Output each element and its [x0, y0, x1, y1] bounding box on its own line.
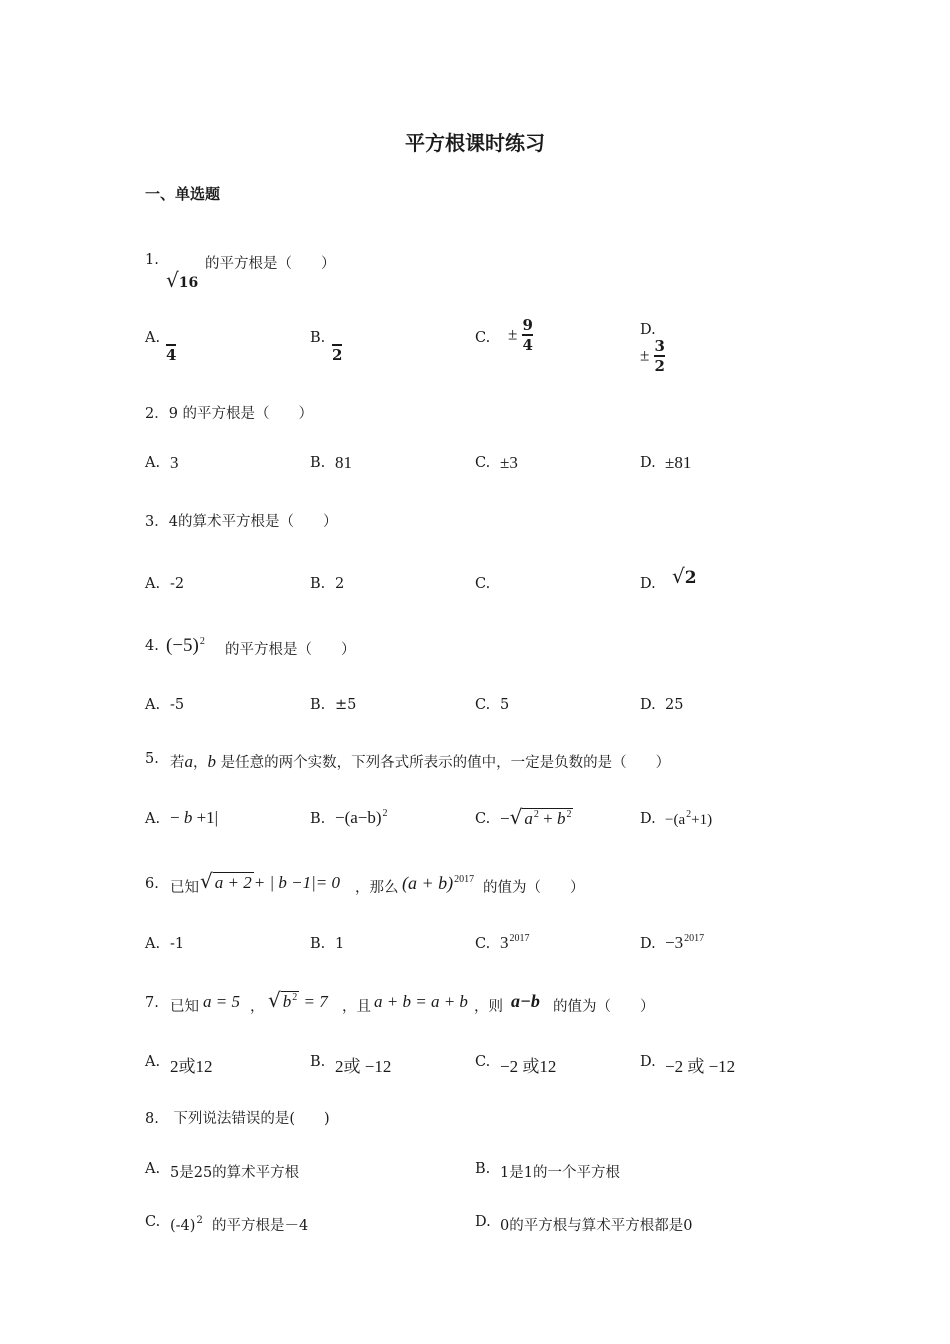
- option-d-label: D.: [640, 322, 656, 338]
- option-b-value: ±5: [335, 697, 357, 713]
- option-d-label: D.: [475, 1214, 491, 1230]
- option-a-value: -2: [170, 576, 185, 592]
- numerator: 9: [522, 316, 533, 334]
- option-a-label: A.: [145, 576, 161, 592]
- expr-part: +1): [691, 812, 713, 828]
- option-d-fraction: [640, 338, 665, 374]
- option-b-label: B.: [310, 1054, 326, 1070]
- option-a-value: -1: [170, 936, 185, 952]
- sqrt-expression: [166, 268, 198, 292]
- base: 3: [500, 933, 509, 952]
- option-b-value: 1是1的一个平方根: [500, 1165, 620, 1181]
- option-c-label: C.: [475, 697, 491, 713]
- expr-part: −(a−b): [335, 808, 382, 827]
- radicand: 16: [178, 275, 199, 291]
- option-c-value: [500, 933, 530, 953]
- question-number: 5.: [145, 751, 159, 767]
- question-stem: 的平方根是（ ）: [225, 642, 356, 658]
- stem-text: 已知: [170, 880, 199, 896]
- denominator: 4: [166, 345, 177, 364]
- denominator: 4: [522, 336, 533, 354]
- exponent: 2017: [454, 874, 475, 885]
- section-heading: 一、单选题: [145, 185, 221, 203]
- option-c-label: C.: [475, 576, 491, 592]
- power-expression: [166, 635, 205, 657]
- condition-expression: [200, 869, 340, 893]
- expr-part: −: [170, 808, 180, 827]
- expr-part: +1|: [196, 808, 219, 827]
- base: −3: [665, 933, 684, 952]
- option-a-label: A.: [145, 1054, 161, 1070]
- option-d-label: D.: [640, 576, 656, 592]
- exponent: 2: [382, 808, 388, 819]
- option-c-value: −2 或12: [500, 1057, 557, 1076]
- question-number: 4.: [145, 638, 159, 654]
- option-a-value: 3: [170, 453, 179, 472]
- exponent: 2: [686, 809, 692, 820]
- radical-sign-icon: √: [200, 869, 213, 893]
- option-b-value: 1: [335, 936, 345, 952]
- option-b-value: 81: [335, 453, 352, 472]
- option-c-value: 5: [500, 697, 510, 713]
- numerator: 3: [654, 337, 665, 355]
- expression-equality: a + b = a + b: [374, 992, 468, 1011]
- option-d-value: ±81: [665, 453, 692, 472]
- denominator: 2: [332, 345, 343, 364]
- question-number: 7.: [145, 995, 159, 1011]
- question-stem: [170, 751, 670, 772]
- plus-minus: ±: [640, 345, 650, 365]
- option-b-value: 2: [335, 576, 345, 592]
- option-a-value: 2或12: [170, 1057, 213, 1076]
- option-c-label: C.: [475, 455, 491, 471]
- option-d-label: D.: [640, 455, 656, 471]
- option-d-label: D.: [640, 697, 656, 713]
- option-a-expression: [170, 808, 218, 828]
- stem-text: ，那么: [355, 880, 399, 896]
- expression-a: a = 5: [203, 992, 240, 1011]
- option-a-label: A.: [145, 1161, 161, 1177]
- option-d-expression: [665, 809, 712, 829]
- exponent: 2: [292, 992, 298, 1003]
- base: (a + b): [402, 873, 454, 893]
- option-d-label: D.: [640, 936, 656, 952]
- base: (-4): [170, 1218, 196, 1234]
- question-stem: 8. 下列说法错误的是( ): [145, 1111, 330, 1127]
- variable-a: a: [184, 752, 193, 771]
- exponent: 2: [196, 1215, 203, 1226]
- option-a-label: A.: [145, 936, 161, 952]
- option-a-label: A.: [145, 811, 161, 827]
- option-b-label: B.: [310, 811, 326, 827]
- question-stem: 3．4的算术平方根是（ ）: [145, 514, 338, 530]
- option-d-value: −2 或 −12: [665, 1057, 736, 1076]
- option-c-label: C.: [475, 330, 491, 346]
- option-a-label: A.: [145, 330, 161, 346]
- page-title: 平方根课时练习: [405, 131, 545, 155]
- radical-sign-icon: √: [268, 988, 281, 1012]
- option-a-label: A.: [145, 455, 161, 471]
- option-b-label: B.: [310, 330, 326, 346]
- exponent: 2017: [684, 933, 705, 944]
- option-b-expression: [335, 808, 388, 828]
- option-c-label: C.: [475, 936, 491, 952]
- option-d-label: D.: [640, 1054, 656, 1070]
- expression-sqrt-b: [268, 988, 328, 1012]
- stem-text: 已知: [170, 999, 199, 1015]
- question-stem: 2．9 的平方根是（ ）: [145, 406, 314, 422]
- expr-var: a: [524, 809, 533, 828]
- option-b-label: B.: [310, 455, 326, 471]
- option-b-label: B.: [310, 697, 326, 713]
- option-b-label: B.: [310, 936, 326, 952]
- option-b-fraction: [332, 342, 342, 363]
- stem-text: ，: [250, 999, 265, 1015]
- option-c-label: C.: [475, 1054, 491, 1070]
- stem-text: 的值为（ ）: [553, 999, 655, 1015]
- option-c-value: ±3: [500, 453, 518, 472]
- option-b-label: B.: [475, 1161, 491, 1177]
- stem-text: ，且: [342, 999, 371, 1015]
- stem-text: 若: [170, 755, 185, 771]
- option-c-value: [170, 1214, 308, 1235]
- expression-a-minus-b: a−b: [511, 991, 540, 1011]
- denominator: 2: [654, 357, 665, 375]
- exponent: 2: [533, 809, 539, 820]
- option-c-label: C.: [145, 1214, 161, 1230]
- option-b-label: B.: [310, 576, 326, 592]
- option-a-fraction: [166, 342, 176, 363]
- option-c-label: C.: [475, 811, 491, 827]
- stem-text: ，: [193, 755, 208, 771]
- option-d-value: 0的平方根与算术平方根都是0: [500, 1218, 693, 1234]
- radical-sign-icon: √: [509, 805, 523, 829]
- question-stem: 的平方根是（ ）: [205, 256, 336, 272]
- exponent: 2017: [509, 933, 530, 944]
- expr-var: b: [556, 809, 566, 828]
- option-c-expression: [500, 805, 573, 829]
- option-d-label: D.: [640, 811, 656, 827]
- expr-part: + | b −1|= 0: [253, 873, 340, 892]
- expr-var: b: [183, 808, 193, 827]
- option-b-value: 2或 −12: [335, 1057, 392, 1076]
- option-a-value: 5是25的算术平方根: [170, 1165, 300, 1181]
- plus-minus: ±: [508, 324, 518, 344]
- question-number: 6.: [145, 876, 159, 892]
- question-number: 1.: [145, 252, 159, 268]
- option-d-sqrt: [672, 564, 697, 588]
- radicand: 2: [684, 568, 697, 588]
- stem-text: ，则: [474, 999, 503, 1015]
- stem-text: 是任意的两个实数，下列各式所表示的值中，一定是负数的是（ ）: [220, 755, 671, 771]
- power-expression: [402, 873, 474, 894]
- option-d-value: [665, 933, 704, 953]
- base: (−5): [166, 635, 199, 656]
- radicand: b: [282, 992, 292, 1011]
- stem-text: 的值为（ ）: [483, 880, 585, 896]
- option-c-fraction: [508, 317, 533, 353]
- radical-sign-icon: √: [166, 268, 179, 292]
- expr-part: = 7: [303, 992, 328, 1011]
- option-text: 的平方根是－4: [212, 1218, 309, 1234]
- radicand: a + 2: [214, 873, 252, 892]
- expr-part: −(a: [665, 812, 686, 828]
- variable-b: b: [207, 752, 216, 771]
- option-d-value: 25: [665, 697, 684, 713]
- exponent: 2: [566, 809, 572, 820]
- option-a-label: A.: [145, 697, 161, 713]
- option-a-value: -5: [170, 697, 185, 713]
- expr-part: −: [500, 809, 510, 828]
- radical-sign-icon: √: [672, 564, 685, 588]
- expr-part: +: [538, 809, 557, 828]
- exponent: 2: [199, 636, 205, 647]
